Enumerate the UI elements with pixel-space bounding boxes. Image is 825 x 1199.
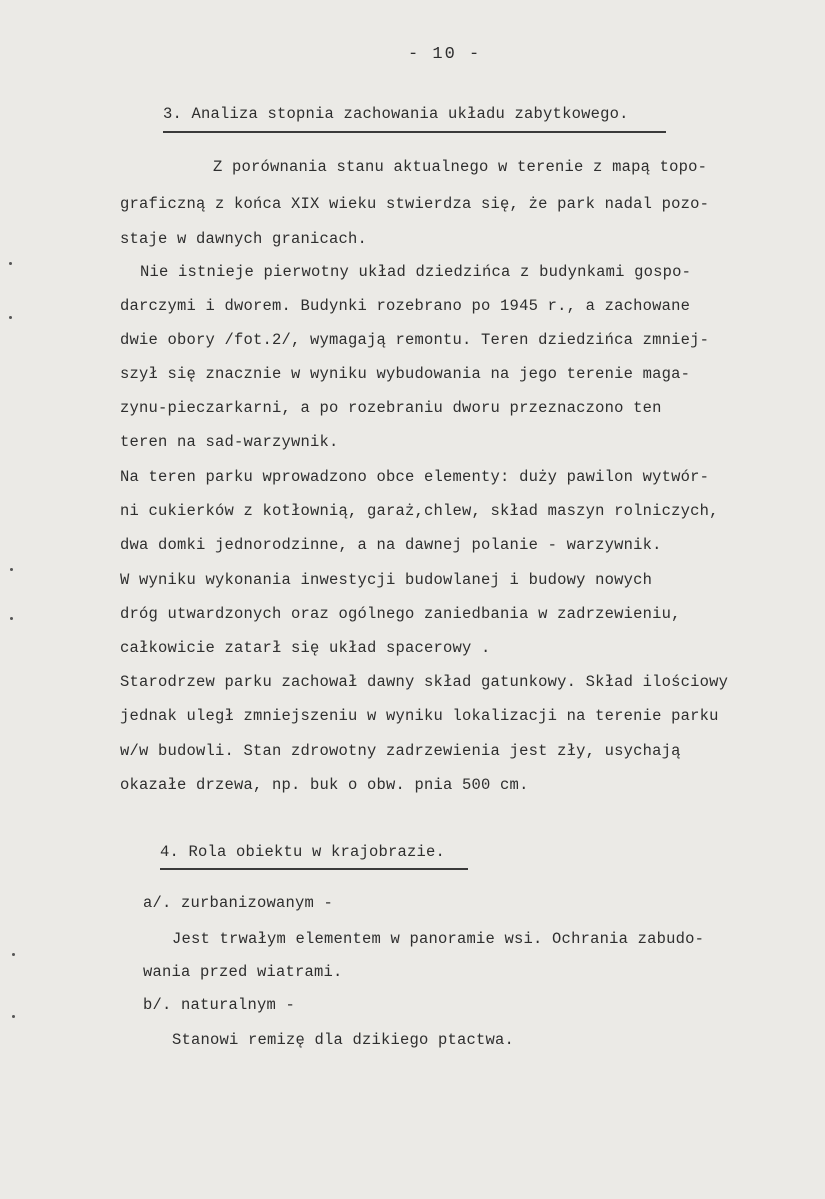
- section-3-line: graficzną z końca XIX wieku stwierdza się, że park nadal pozo-: [120, 195, 710, 213]
- margin-speck: [12, 1015, 15, 1018]
- section-3-line: teren na sad-warzywnik.: [120, 433, 339, 451]
- section-4-underline: [160, 868, 468, 870]
- margin-speck: [9, 316, 12, 319]
- section-4-line: b/. naturalnym -: [143, 996, 296, 1014]
- section-4-line: Stanowi remizę dla dzikiego ptactwa.: [172, 1031, 515, 1049]
- section-3-line: Z porównania stanu aktualnego w terenie z mapą topo-: [213, 158, 708, 176]
- section-3-line: dwa domki jednorodzinne, a na dawnej polanie - warzywnik.: [120, 536, 662, 554]
- section-4-line: wania przed wiatrami.: [143, 963, 343, 981]
- section-4-heading: 4. Rola obiektu w krajobrazie.: [160, 843, 446, 861]
- section-3-line: okazałe drzewa, np. buk o obw. pnia 500 cm.: [120, 776, 529, 794]
- section-3-line: w/w budowli. Stan zdrowotny zadrzewienia jest zły, usychają: [120, 742, 681, 760]
- section-3-line: szył się znacznie w wyniku wybudowania na jego terenie maga-: [120, 365, 691, 383]
- section-3-line: dróg utwardzonych oraz ogólnego zaniedbania w zadrzewieniu,: [120, 605, 681, 623]
- section-3-line: W wyniku wykonania inwestycji budowlanej i budowy nowych: [120, 571, 653, 589]
- section-3-line: ni cukierków z kotłownią, garaż,chlew, skład maszyn rolniczych,: [120, 502, 719, 520]
- margin-speck: [9, 262, 12, 265]
- section-3-line: dwie obory /fot.2/, wymagają remontu. Teren dziedzińca zmniej-: [120, 331, 710, 349]
- section-3-line: zynu-pieczarkarni, a po rozebraniu dworu przeznaczono ten: [120, 399, 662, 417]
- section-3-line: Nie istnieje pierwotny układ dziedzińca z budynkami gospo-: [140, 263, 692, 281]
- section-3-line: całkowicie zatarł się układ spacerowy .: [120, 639, 491, 657]
- section-4-line: Jest trwałym elementem w panoramie wsi. Ochrania zabudo-: [172, 930, 705, 948]
- section-4-line: a/. zurbanizowanym -: [143, 894, 334, 912]
- margin-speck: [10, 617, 13, 620]
- margin-speck: [12, 953, 15, 956]
- margin-speck: [10, 568, 13, 571]
- section-3-line: jednak uległ zmniejszeniu w wyniku lokalizacji na terenie parku: [120, 707, 719, 725]
- section-3-heading: 3. Analiza stopnia zachowania układu zabytkowego.: [163, 105, 629, 123]
- section-3-line: staje w dawnych granicach.: [120, 230, 368, 248]
- section-3-line: darczymi i dworem. Budynki rozebrano po 1945 r., a zachowane: [120, 297, 691, 315]
- page-number: - 10 -: [408, 45, 482, 64]
- section-3-underline: [163, 131, 666, 133]
- section-3-line: Starodrzew parku zachował dawny skład gatunkowy. Skład ilościowy: [120, 673, 729, 691]
- section-3-line: Na teren parku wprowadzono obce elementy: duży pawilon wytwór-: [120, 468, 710, 486]
